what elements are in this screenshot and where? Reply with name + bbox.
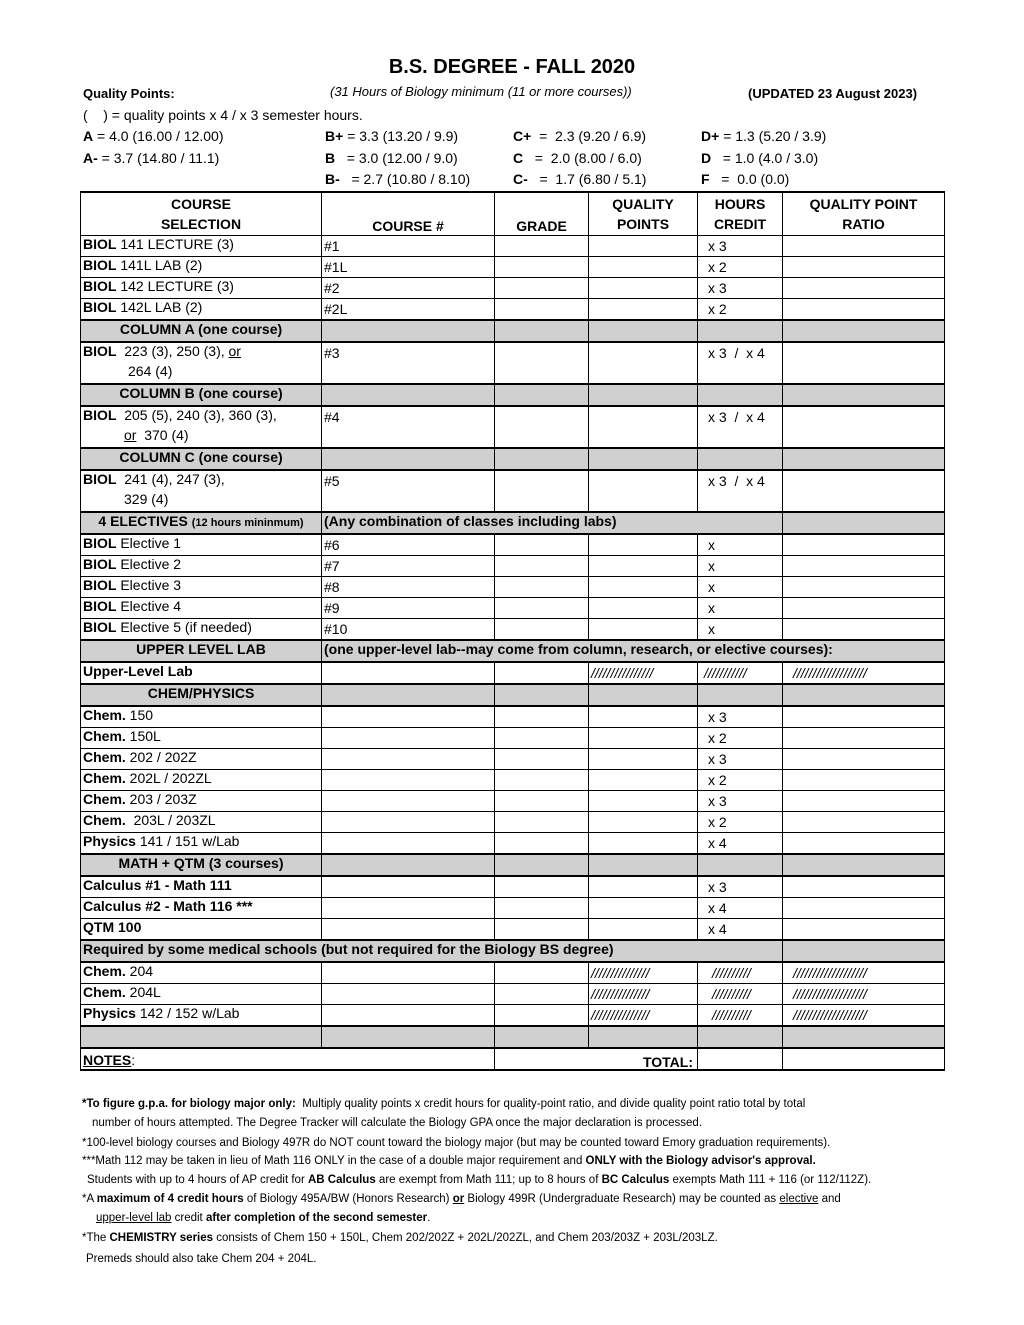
hours-cell: x 4	[698, 918, 783, 940]
page-title: B.S. DEGREE - FALL 2020	[388, 56, 636, 78]
ratio-cell[interactable]	[783, 576, 945, 597]
quality-points-cell[interactable]	[589, 790, 698, 811]
table-row	[81, 662, 945, 684]
grade-c-minus: C- = 1.7 (6.80 / 5.1)	[513, 171, 647, 187]
footnote-100-level: *100-level biology courses and Biology 497R do NOT count toward the biology major (but may be counted toward Emory graduation requirements).	[82, 1137, 831, 1149]
ratio-cell[interactable]	[783, 811, 945, 832]
header-row	[81, 192, 945, 235]
hours-cell: x 3	[698, 790, 783, 811]
table-row	[81, 918, 945, 940]
subtitle: (31 Hours of Biology minimum (11 or more courses))	[330, 84, 632, 99]
hours-cell: x 3	[698, 706, 783, 728]
total-hours-cell[interactable]	[698, 1048, 783, 1070]
course-number-cell[interactable]: #10	[322, 618, 495, 640]
course-biol-142: BIOL 142 LECTURE (3)	[81, 277, 322, 298]
course-number-cell[interactable]	[322, 811, 495, 832]
hours-cell: //////////	[698, 962, 783, 984]
ratio-cell[interactable]	[783, 470, 945, 512]
table-row	[81, 876, 945, 898]
hours-cell: x	[698, 555, 783, 576]
ratio-cell: ///////////////////	[783, 662, 945, 684]
quality-points-cell[interactable]	[589, 618, 698, 640]
quality-points-cell[interactable]	[589, 235, 698, 256]
course-number-cell[interactable]	[322, 962, 495, 984]
table-row	[81, 1004, 945, 1026]
total-ratio-cell[interactable]	[783, 1048, 945, 1070]
quality-points-cell[interactable]	[589, 727, 698, 748]
quality-points-cell[interactable]	[589, 277, 698, 298]
course-number-cell[interactable]: #9	[322, 597, 495, 618]
grade-b-plus: B+ = 3.3 (13.20 / 9.9)	[325, 128, 459, 144]
quality-points-cell[interactable]	[589, 470, 698, 512]
section-label: 4 ELECTIVES (12 hours mininmum)	[81, 512, 322, 534]
course-number-cell[interactable]: #1L	[322, 256, 495, 277]
course-qtm-100: QTM 100	[81, 918, 322, 940]
table-row	[81, 897, 945, 918]
quality-points-cell[interactable]	[589, 706, 698, 728]
hours-cell: x 3	[698, 277, 783, 298]
course-number-cell[interactable]	[322, 1004, 495, 1026]
grade-cell[interactable]	[495, 235, 589, 256]
grade-cell[interactable]	[495, 832, 589, 854]
header-grade: GRADE	[495, 192, 589, 235]
grade-cell[interactable]	[495, 470, 589, 512]
quality-points-cell: ///////////////	[589, 983, 698, 1004]
ratio-cell[interactable]	[783, 706, 945, 728]
quality-points-cell[interactable]	[589, 406, 698, 448]
section-label: COLUMN C (one course)	[81, 448, 322, 470]
grade-cell[interactable]	[495, 897, 589, 918]
updated-note: (UPDATED 23 August 2023)	[748, 86, 918, 101]
section-medical	[81, 940, 945, 962]
grade-cell[interactable]	[495, 555, 589, 576]
ratio-cell[interactable]	[783, 298, 945, 320]
grade-cell[interactable]	[495, 769, 589, 790]
course-number-cell[interactable]	[322, 876, 495, 898]
hours-cell: ///////////	[698, 662, 783, 684]
header-quality-points: QUALITY POINTS	[589, 192, 698, 235]
course-chem-150l: Chem. 150L	[81, 727, 322, 748]
ratio-cell[interactable]	[783, 832, 945, 854]
table-row	[81, 406, 945, 448]
hours-cell: //////////	[698, 983, 783, 1004]
grade-cell[interactable]	[495, 406, 589, 448]
hours-cell: x 2	[698, 727, 783, 748]
hours-cell: x 2	[698, 256, 783, 277]
grade-f: F = 0.0 (0.0)	[701, 171, 790, 187]
quality-points-cell[interactable]	[589, 555, 698, 576]
course-table	[80, 191, 945, 1071]
course-chem-203: Chem. 203 / 203Z	[81, 790, 322, 811]
ratio-cell[interactable]	[783, 256, 945, 277]
section-label: UPPER LEVEL LAB	[81, 640, 322, 662]
quality-points-cell[interactable]	[589, 342, 698, 384]
grade-c-plus: C+ = 2.3 (9.20 / 6.9)	[513, 128, 647, 144]
grade-cell[interactable]	[495, 576, 589, 597]
course-elective-2: BIOL Elective 2	[81, 555, 322, 576]
grade-cell[interactable]	[495, 618, 589, 640]
section-electives	[81, 512, 945, 534]
course-physics-141: Physics 141 / 151 w/Lab	[81, 832, 322, 854]
hours-cell: x	[698, 576, 783, 597]
footnote-ap-credit: Students with up to 4 hours of AP credit for AB Calculus are exempt from Math 111; up to 8 hours of BC Calculus exempts Math 111 + 116 (or 112/112Z).	[87, 1174, 872, 1186]
course-number-cell[interactable]	[322, 983, 495, 1004]
quality-points-cell[interactable]	[589, 597, 698, 618]
ratio-cell: ///////////////////	[783, 1004, 945, 1026]
course-elective-3: BIOL Elective 3	[81, 576, 322, 597]
grade-cell[interactable]	[495, 298, 589, 320]
grade-cell[interactable]	[495, 983, 589, 1004]
grade-cell[interactable]	[495, 918, 589, 940]
ratio-cell[interactable]	[783, 876, 945, 898]
footnote-math-112: ***Math 112 may be taken in lieu of Math 116 ONLY in the case of a double major requirement and ONLY with the Biology advisor's approval.	[82, 1155, 816, 1167]
ratio-cell[interactable]	[783, 618, 945, 640]
grade-cell[interactable]	[495, 597, 589, 618]
quality-points-cell[interactable]	[589, 769, 698, 790]
course-elective-5: BIOL Elective 5 (if needed)	[81, 618, 322, 640]
quality-points-cell[interactable]	[589, 748, 698, 769]
grade-cell[interactable]	[495, 727, 589, 748]
grade-cell[interactable]	[495, 662, 589, 684]
hours-cell: x 2	[698, 769, 783, 790]
section-math-qtm	[81, 854, 945, 876]
section-upper-level-lab	[81, 640, 945, 662]
course-calculus-1: Calculus #1 - Math 111	[81, 876, 322, 898]
hours-cell: x	[698, 618, 783, 640]
quality-points-cell[interactable]	[589, 576, 698, 597]
course-number-cell[interactable]: #7	[322, 555, 495, 576]
grade-cell[interactable]	[495, 342, 589, 384]
grade-cell[interactable]	[495, 706, 589, 728]
table-row	[81, 983, 945, 1004]
ratio-cell[interactable]	[783, 555, 945, 576]
header-course-selection: COURSE SELECTION	[81, 192, 322, 235]
grade-cell[interactable]	[495, 876, 589, 898]
ratio-cell[interactable]	[783, 727, 945, 748]
section-column-b	[81, 384, 945, 406]
ratio-cell: ///////////////////	[783, 962, 945, 984]
grade-cell[interactable]	[495, 534, 589, 556]
hours-cell: x 3	[698, 748, 783, 769]
section-chem-physics	[81, 684, 945, 706]
course-biol-141: BIOL 141 LECTURE (3)	[81, 235, 322, 256]
table-row	[81, 706, 945, 728]
ratio-cell[interactable]	[783, 235, 945, 256]
table-row	[81, 618, 945, 640]
ratio-cell[interactable]	[783, 597, 945, 618]
hours-cell: //////////	[698, 1004, 783, 1026]
quality-points-cell[interactable]	[589, 298, 698, 320]
grade-c: C = 2.0 (8.00 / 6.0)	[513, 150, 642, 166]
course-number-cell[interactable]	[322, 662, 495, 684]
table-row	[81, 790, 945, 811]
table-row	[81, 256, 945, 277]
course-number-cell[interactable]: #8	[322, 576, 495, 597]
grade-cell[interactable]	[495, 790, 589, 811]
hours-cell: x 3	[698, 235, 783, 256]
table-row	[81, 555, 945, 576]
hours-cell: x 3 / x 4	[698, 342, 783, 384]
footnote-premeds: Premeds should also take Chem 204 + 204L.	[86, 1253, 317, 1265]
quality-points-cell[interactable]	[589, 876, 698, 898]
course-chem-150: Chem. 150	[81, 706, 322, 728]
footnote-gpa: *To figure g.p.a. for biology major only: Multiply quality points x credit hours for quality-point ratio, and divide quality point ratio total by total	[82, 1098, 806, 1110]
table-row	[81, 298, 945, 320]
table-row	[81, 277, 945, 298]
ratio-cell[interactable]	[783, 342, 945, 384]
ratio-cell[interactable]	[783, 406, 945, 448]
course-physics-142: Physics 142 / 152 w/Lab	[81, 1004, 322, 1026]
table-row	[81, 576, 945, 597]
grade-cell[interactable]	[495, 277, 589, 298]
course-column-b: BIOL 205 (5), 240 (3), 360 (3), or 370 (4)	[81, 406, 322, 448]
course-chem-204l: Chem. 204L	[81, 983, 322, 1004]
ratio-cell[interactable]	[783, 790, 945, 811]
course-number-cell[interactable]: #4	[322, 406, 495, 448]
ratio-cell[interactable]	[783, 897, 945, 918]
electives-note: (Any combination of classes including labs)	[322, 512, 783, 534]
blank-gray-row	[81, 1026, 945, 1048]
table-row	[81, 470, 945, 512]
table-row	[81, 534, 945, 556]
course-column-c: BIOL 241 (4), 247 (3), 329 (4)	[81, 470, 322, 512]
quality-points-cell[interactable]	[589, 256, 698, 277]
course-number-cell[interactable]	[322, 897, 495, 918]
course-number-cell[interactable]: #6	[322, 534, 495, 556]
table-row	[81, 832, 945, 854]
grade-d-plus: D+ = 1.3 (5.20 / 3.9)	[701, 128, 827, 144]
hours-cell: x 4	[698, 832, 783, 854]
header-quality-point-ratio: QUALITY POINT RATIO	[783, 192, 945, 235]
course-calculus-2: Calculus #2 - Math 116 ***	[81, 897, 322, 918]
course-number-cell[interactable]: #1	[322, 235, 495, 256]
course-number-cell[interactable]: #2	[322, 277, 495, 298]
ratio-cell[interactable]	[783, 769, 945, 790]
hours-cell: x 2	[698, 811, 783, 832]
course-number-cell[interactable]: #3	[322, 342, 495, 384]
table-row	[81, 342, 945, 384]
footnote-gpa-cont: number of hours attempted. The Degree Tracker will calculate the Biology GPA once the major declaration is processed.	[92, 1117, 703, 1129]
quality-points-cell: ////////////////	[589, 662, 698, 684]
section-label: Required by some medical schools (but not required for the Biology BS degree)	[81, 940, 783, 962]
course-number-cell[interactable]: #5	[322, 470, 495, 512]
course-number-cell[interactable]	[322, 748, 495, 769]
hours-cell: x 3 / x 4	[698, 406, 783, 448]
quality-points-label: Quality Points:	[83, 86, 175, 101]
quality-points-cell: ///////////////	[589, 1004, 698, 1026]
quality-points-cell[interactable]	[589, 832, 698, 854]
section-column-c	[81, 448, 945, 470]
ratio-cell[interactable]	[783, 918, 945, 940]
section-label: COLUMN A (one course)	[81, 320, 322, 342]
footnote-research: *A maximum of 4 credit hours of Biology 495A/BW (Honors Research) or Biology 499R (Undergraduate Research) may be counted as elective and	[82, 1193, 841, 1205]
hours-cell: x	[698, 597, 783, 618]
course-number-cell[interactable]	[322, 790, 495, 811]
section-label: CHEM/PHYSICS	[81, 684, 322, 706]
ratio-cell: ///////////////////	[783, 983, 945, 1004]
quality-points-cell[interactable]	[589, 534, 698, 556]
grade-b: B = 3.0 (12.00 / 9.0)	[325, 150, 458, 166]
course-chem-202: Chem. 202 / 202Z	[81, 748, 322, 769]
hours-cell: x 3	[698, 876, 783, 898]
table-row	[81, 597, 945, 618]
section-column-a	[81, 320, 945, 342]
course-upper-level-lab: Upper-Level Lab	[81, 662, 322, 684]
course-chem-202l: Chem. 202L / 202ZL	[81, 769, 322, 790]
table-row	[81, 811, 945, 832]
course-elective-4: BIOL Elective 4	[81, 597, 322, 618]
ratio-cell[interactable]	[783, 748, 945, 769]
grade-a: A = 4.0 (16.00 / 12.00)	[83, 128, 224, 144]
quality-points-cell[interactable]	[589, 897, 698, 918]
quality-points-cell[interactable]	[589, 811, 698, 832]
grade-cell[interactable]	[495, 811, 589, 832]
quality-points-cell[interactable]	[589, 918, 698, 940]
table-row	[81, 235, 945, 256]
course-number-cell[interactable]	[322, 769, 495, 790]
grade-d: D = 1.0 (4.0 / 3.0)	[701, 150, 819, 166]
table-row	[81, 748, 945, 769]
hours-cell: x 2	[698, 298, 783, 320]
hours-cell: x 4	[698, 897, 783, 918]
course-biol-141l: BIOL 141L LAB (2)	[81, 256, 322, 277]
table-row	[81, 769, 945, 790]
upper-level-note: (one upper-level lab--may come from column, research, or elective courses):	[322, 640, 945, 662]
course-elective-1: BIOL Elective 1	[81, 534, 322, 556]
ratio-cell[interactable]	[783, 534, 945, 556]
course-chem-204: Chem. 204	[81, 962, 322, 984]
header-hours-credit: HOURS CREDIT	[698, 192, 783, 235]
course-biol-142l: BIOL 142L LAB (2)	[81, 298, 322, 320]
hours-cell: x	[698, 534, 783, 556]
grade-cell[interactable]	[495, 748, 589, 769]
notes-label: NOTES:	[81, 1048, 495, 1070]
course-number-cell[interactable]	[322, 918, 495, 940]
course-column-a: BIOL 223 (3), 250 (3), or 264 (4)	[81, 342, 322, 384]
section-label: COLUMN B (one course)	[81, 384, 322, 406]
quality-points-cell: ///////////////	[589, 962, 698, 984]
total-label: TOTAL:	[495, 1048, 698, 1070]
total-row	[81, 1048, 945, 1070]
section-label: MATH + QTM (3 courses)	[81, 854, 322, 876]
course-number-cell[interactable]: #2L	[322, 298, 495, 320]
grade-cell[interactable]	[495, 1004, 589, 1026]
course-number-cell[interactable]	[322, 706, 495, 728]
grade-b-minus: B- = 2.7 (10.80 / 8.10)	[325, 171, 471, 187]
header-course-number: COURSE #	[322, 192, 495, 235]
quality-points-explanation: ( ) = quality points x 4 / x 3 semester hours.	[83, 107, 363, 123]
footnote-research-cont: upper-level lab credit after completion of the second semester.	[96, 1212, 431, 1224]
grade-cell[interactable]	[495, 256, 589, 277]
table-row	[81, 727, 945, 748]
table-row	[81, 962, 945, 984]
grade-cell[interactable]	[495, 962, 589, 984]
footnote-chemistry: *The CHEMISTRY series consists of Chem 150 + 150L, Chem 202/202Z + 202L/202ZL, and Chem 203/203Z + 203L/203LZ.	[82, 1232, 718, 1244]
course-number-cell[interactable]	[322, 727, 495, 748]
course-chem-203l: Chem. 203L / 203ZL	[81, 811, 322, 832]
hours-cell: x 3 / x 4	[698, 470, 783, 512]
grade-a-minus: A- = 3.7 (14.80 / 11.1)	[83, 150, 220, 166]
ratio-cell[interactable]	[783, 277, 945, 298]
course-number-cell[interactable]	[322, 832, 495, 854]
